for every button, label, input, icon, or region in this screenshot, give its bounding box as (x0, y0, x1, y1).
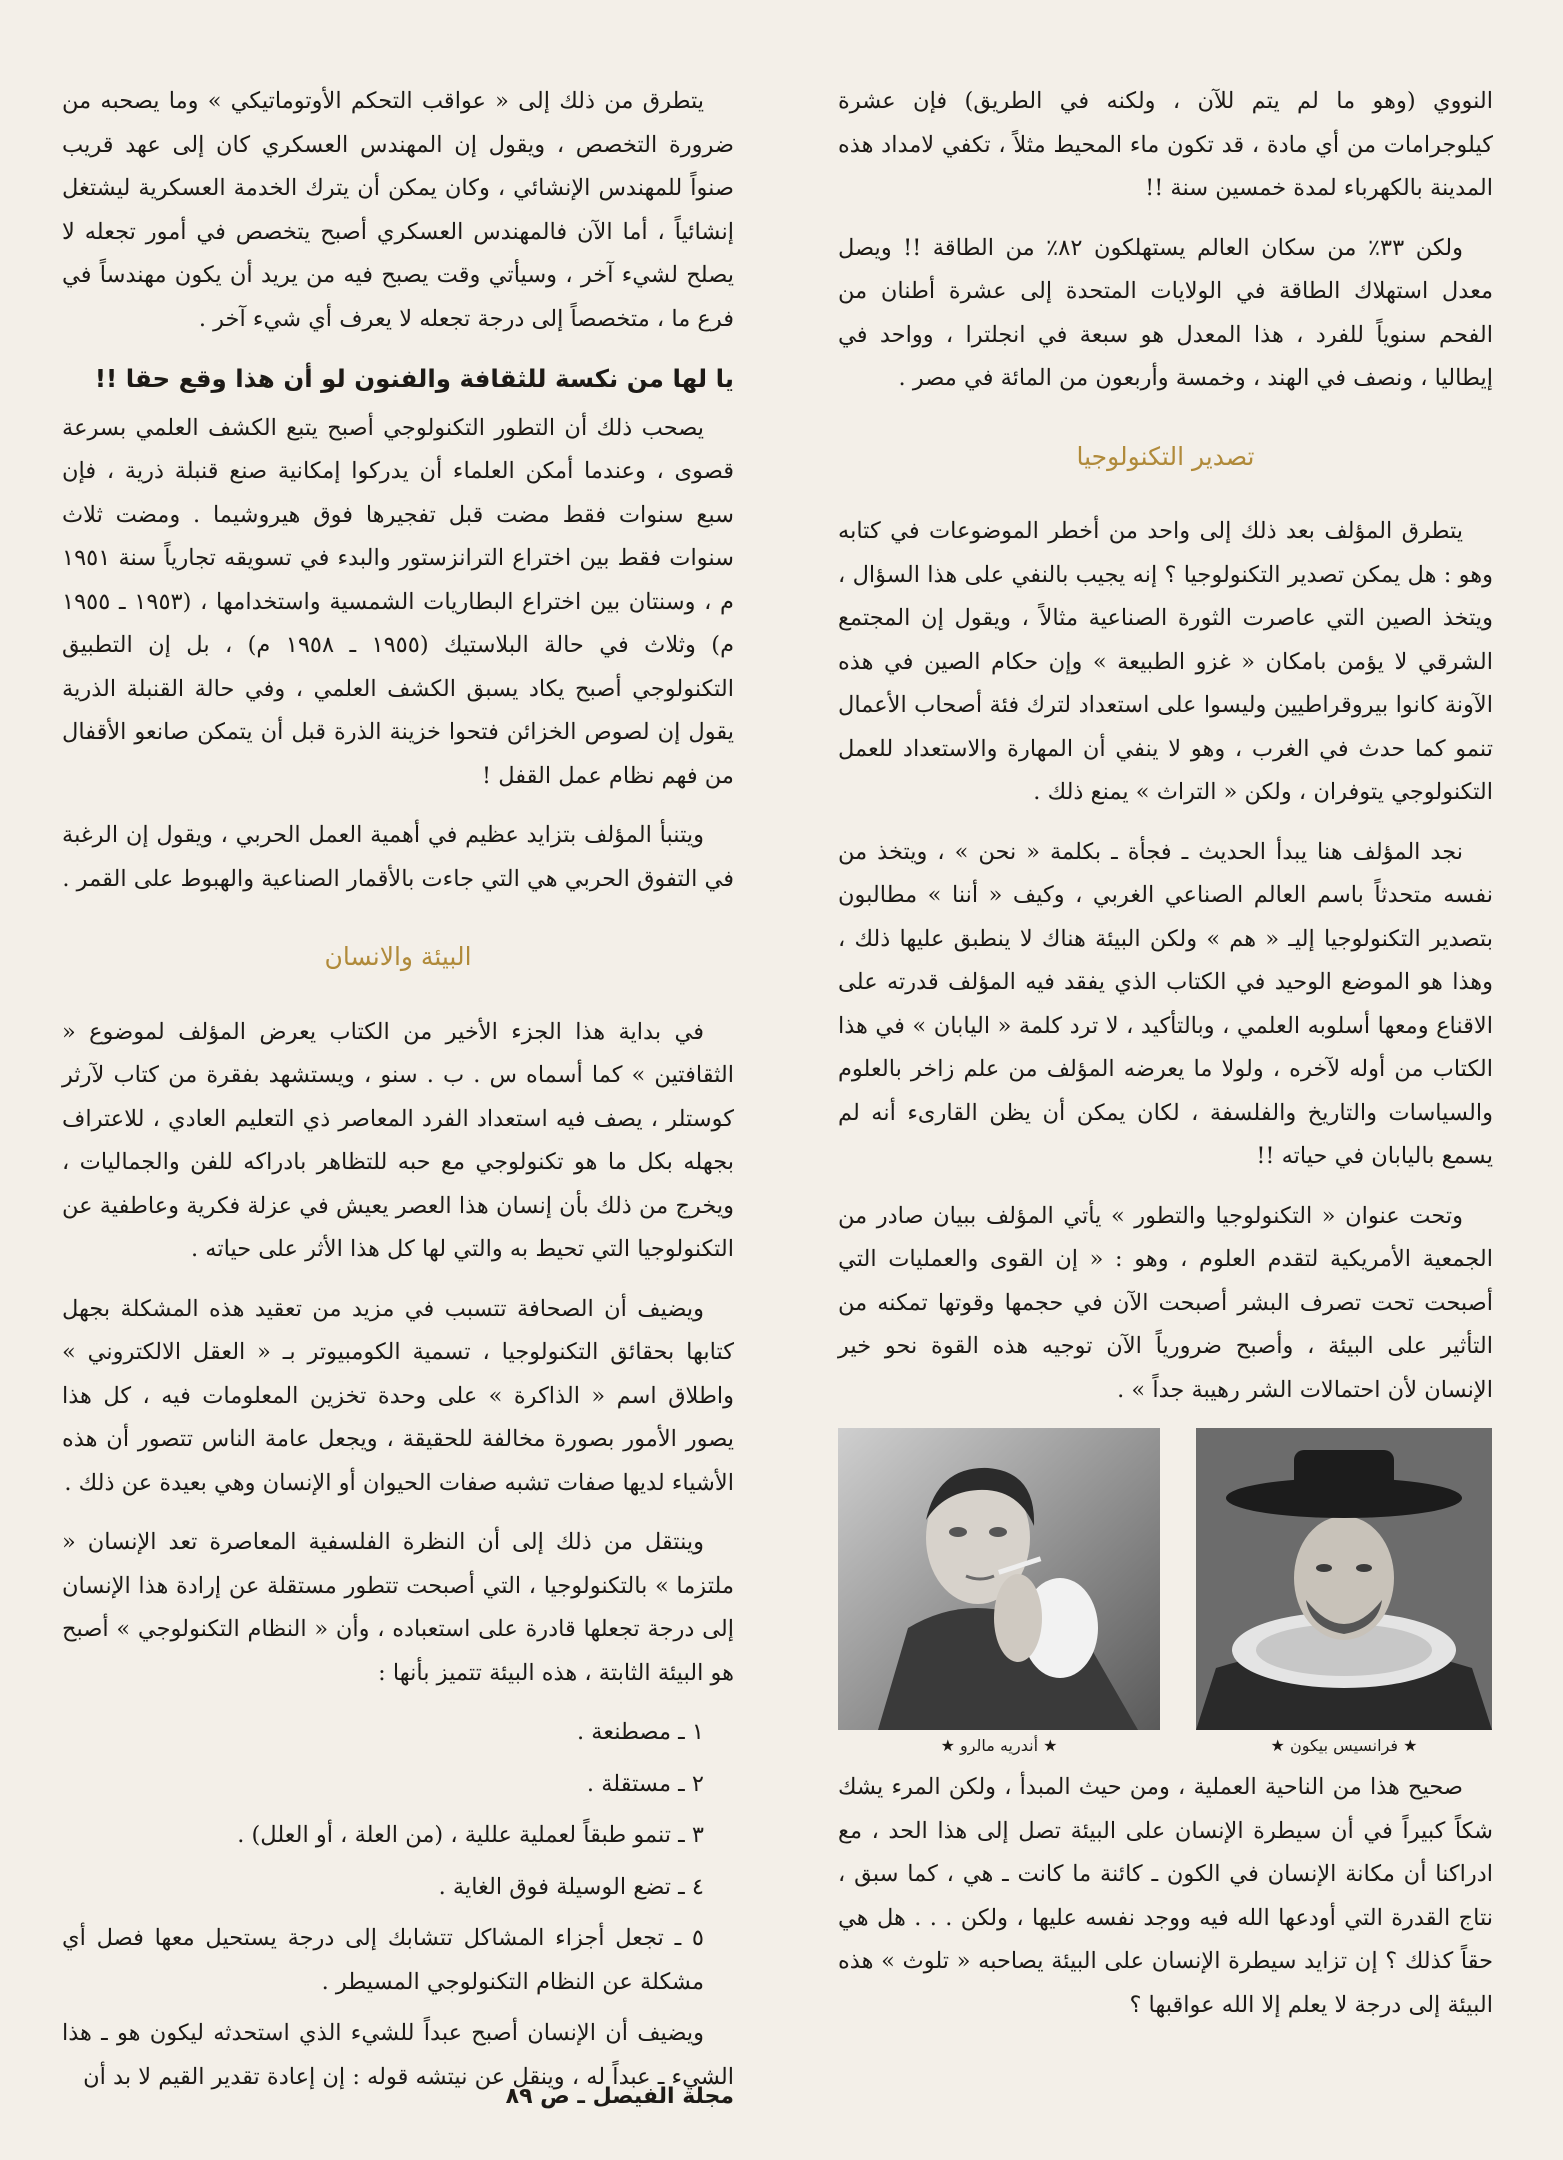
list-item: ١ ـ مصطنعة . (576, 1719, 704, 1745)
bold-heading: يا لها من نكسة للثقافة والفنون لو أن هذا وقع حقا !! (94, 364, 734, 393)
characteristics-list (62, 1711, 734, 2004)
paragraph: نجد المؤلف هنا يبدأ الحديث ـ فجأة ـ بكلمة « نحن » ، ويتخذ من نفسه متحدثاً باسم العالم الصناعي الغربي ، وكيف « أننا » مطالبون بتصدير التكنولوجيا إليـ « هم » ولكن البيئة هناك لا ينطبق عليها ذلك ، وهذا هو الموضع الوحيد في الكتاب الذي يفقد فيه المؤلف قدرته على الاقناع ومعها أسلوبه العلمي ، وبالتأكيد ، لا ترد كلمة « اليابان » في هذا الكتاب من أوله لآخره ، ولولا ما يعرضه المؤلف من علم زاخر بالعلوم والسياسات والتاريخ والفلسفة ، لكان يمكن أن يظن القارىء أنه لم يسمع باليابان في حياته !! (838, 838, 1493, 1169)
list-item: ٥ ـ تجعل أجزاء المشاكل تتشابك إلى درجة يستحيل معها فصل أي مشكلة عن النظام التكنولوجي المسيطر . (62, 1925, 704, 1995)
paragraph: النووي (وهو ما لم يتم للآن ، ولكنه في الطريق) فإن عشرة كيلوجرامات من أي مادة ، قد تكون ماء المحيط مثلاً ، تكفي لامداد هذه المدينة بالكهرباء لمدة خمسين سنة !! (838, 88, 1493, 201)
left-column (62, 80, 734, 2115)
paragraph: ويتنبأ المؤلف بتزايد عظيم في أهمية العمل الحربي ، ويقول إن الرغبة في التفوق الحربي هي التي جاءت بالأقمار الصناعية والهبوط على القمر . (62, 822, 734, 892)
bacon-portrait-image (1196, 1428, 1492, 1730)
malraux-portrait-image (838, 1428, 1160, 1730)
section-title-technology-export: تصدير التكنولوجيا (1076, 441, 1255, 471)
list-item: ٣ ـ تنمو طبقاً لعملية عللية ، (من العلة ، أو العلل) . (237, 1822, 704, 1848)
paragraph: يتطرق المؤلف بعد ذلك إلى واحد من أخطر الموضوعات في كتابه وهو : هل يمكن تصدير التكنولوجيا ؟ إنه يجيب بالنفي على هذا السؤال ، ويتخذ الصين التي عاصرت الثورة الصناعية مثالاً ، ويقول إن المجتمع الشرقي لا يؤمن بامكان « غزو الطبيعة » وإن حكام الصين في هذه الآونة كانوا بيروقراطيين وليسوا على استعداد لترك فئة أصحاب الأعمال تنمو كما حدث في الغرب ، وهو لا ينفي أن المهارة والاستعداد للعمل التكنولوجي يتوفران ، ولكن « التراث » يمنع ذلك . (838, 518, 1493, 805)
caption-malraux: ★ أندريه مالرو ★ (940, 1736, 1058, 1755)
paragraph: يصحب ذلك أن التطور التكنولوجي أصبح يتبع الكشف العلمي بسرعة قصوى ، وعندما أمكن العلماء أن يدركوا إمكانية صنع قنبلة ذرية ، فإن سبع سنوات فقط مضت قبل تفجيرها فوق هيروشيما . ومضت ثلاث سنوات فقط بين اختراع الترانزستور والبدء في تسويقه تجارياً سنة ١٩٥١ م ، وسنتان بين اختراع البطاريات الشمسية واستخدامها ، (١٩٥٣ ـ ١٩٥٥ م) وثلاث في حالة البلاستيك (١٩٥٥ ـ ١٩٥٨ م) ، بل إن التطبيق التكنولوجي أصبح يكاد يسبق الكشف العلمي ، وفي حالة القنبلة الذرية يقول إن لصوص الخزائن فتحوا خزينة الذرة قبل أن يتمكن صانعو الأقفال من فهم نظام عمل القفل ! (62, 414, 734, 789)
paragraph: وينتقل من ذلك إلى أن النظرة الفلسفية المعاصرة تعد الإنسان « ملتزما » بالتكنولوجيا ، التي أصبحت تتطور مستقلة عن إرادة هذا الإنسان إلى درجة تجعلها قادرة على استعباده ، وأن « النظام التكنولوجي » أصبح هو البيئة الثابتة ، هذه البيئة تتميز بأنها : (62, 1529, 734, 1686)
portrait-photo-bacon (1196, 1428, 1492, 1730)
portrait-photos (838, 1428, 1493, 1758)
list-item: ٢ ـ مستقلة . (586, 1770, 704, 1797)
paragraph: صحيح هذا من الناحية العملية ، ومن حيث المبدأ ، ولكن المرء يشك شكاً كبيراً في أن سيطرة الإنسان على البيئة تصل إلى هذا الحد ، مع ادراكنا أن مكانة الإنسان في الكون ـ كائنة ما كانت ـ هي ، كما سبق ، نتاج القدرة التي أودعها الله فيه ووجد نفسه عليها ، ولكن . . . هل هي حقاً كذلك ؟ إن تزايد سيطرة الإنسان على البيئة يصاحبه « تلوث » هذه البيئة إلى درجة لا يعلم إلا الله عواقبها ؟ (838, 1774, 1493, 2018)
paragraph: في بداية هذا الجزء الأخير من الكتاب يعرض المؤلف لموضوع « الثقافتين » كما أسماه س . ب . سنو ، ويستشهد بفقرة من كتاب لآرثر كوستلر ، يصف فيه استعداد الفرد المعاصر ذي التعليم العادي ، للاعتراف بجهله بكل ما هو تكنولوجي مع حبه للتظاهر بادراكه للفن والجماليات ، ويخرج من ذلك بأن إنسان هذا العصر يعيش في عزلة فكرية وعاطفية عن التكنولوجيا التي تحيط به والتي لها كل هذا الأثر على حياته . (62, 1018, 735, 1262)
paragraph: ولكن ٣٣٪ من سكان العالم يستهلكون ٨٢٪ من الطاقة !! ويصل معدل استهلاك الطاقة في الولايات المتحدة إلى عشرة أطنان من الفحم سنوياً للفرد ، هذا المعدل هو سبعة في انجلترا ، وواحد في إيطاليا ، ونصف في الهند ، وخمسة وأربعون من المائة في مصر . (838, 234, 1493, 391)
paragraph: يتطرق من ذلك إلى « عواقب التحكم الأوتوماتيكي » وما يصحبه من ضرورة التخصص ، ويقول إن المهندس العسكري كان إلى عهد قريب صنواً للمهندس الإنشائي ، وكان يمكن أن يترك الخدمة العسكرية ليشتغل إنشائياً ، أما الآن فالمهندس العسكري أصبح يتخصص في أمور تجعله لا يصلح لشيء آخر ، وسيأتي وقت يصبح فيه من يريد أن يكون مهندساً في فرع ما ، متخصصاً إلى درجة تجعله لا يعرف أي شيء آخر . (62, 88, 734, 332)
right-column (838, 80, 1493, 2043)
portrait-photo-malraux (838, 1428, 1160, 1730)
caption-bacon: ★ فرانسيس بيكون ★ (1270, 1736, 1418, 1755)
paragraph: ويضيف أن الإنسان أصبح عبداً للشيء الذي استحدثه ليكون هو ـ هذا الشيء ـ عبداً له ، وينقل عن نيتشه قوله : إن إعادة تقدير القيم لا بد أن (62, 2020, 734, 2090)
paragraph: وتحت عنوان « التكنولوجيا والتطور » يأتي المؤلف ببيان صادر من الجمعية الأمريكية لتقدم العلوم ، وهو : « إن القوى والعمليات التي أصبحت تحت تصرف البشر أصبحت الآن في حجمها وقوتها تمكنه من التأثير على البيئة ، وأصبح ضرورياً الآن توجيه هذه القوة نحو خير الإنسان لأن احتمالات الشر رهيبة جداً » . (838, 1202, 1493, 1403)
page-footer: مجلة الفيصل ـ ص ٨٩ (505, 2084, 734, 2109)
list-item: ٤ ـ تضع الوسيلة فوق الغاية . (438, 1873, 704, 1900)
section-title-environment-man: البيئة والانسان (324, 942, 472, 971)
paragraph: ويضيف أن الصحافة تتسبب في مزيد من تعقيد هذه المشكلة بجهل كتابها بحقائق التكنولوجيا ، تسمية الكومبيوتر بـ « العقل الالكتروني » واطلاق اسم « الذاكرة » على وحدة تخزين المعلومات فيه ، كل هذا يصور الأمور بصورة مخالفة للحقيقة ، ويجعل عامة الناس تتصور أن هذه الأشياء لديها صفات تشبه صفات الحيوان أو الإنسان وهي بعيدة عن ذلك . (62, 1295, 734, 1496)
